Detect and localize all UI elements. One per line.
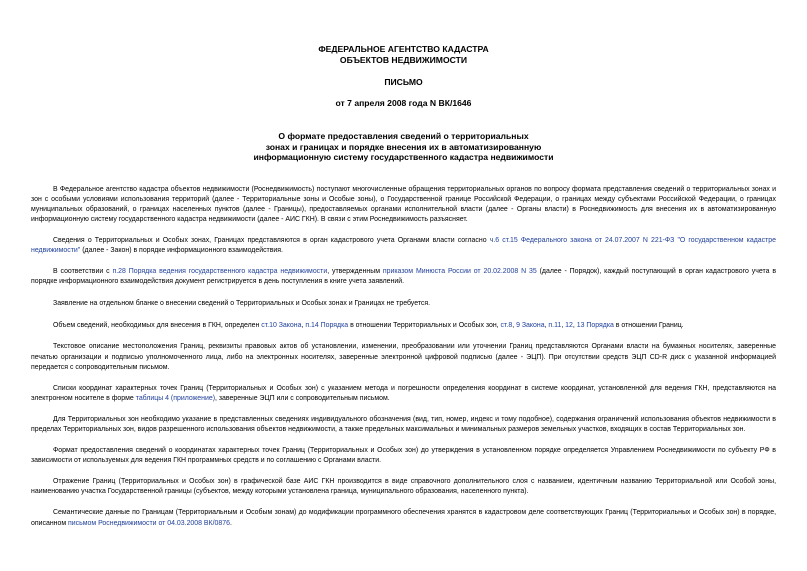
paragraph-semantic-data (31, 508, 776, 528)
text-span: . (229, 519, 232, 527)
text-span: , (512, 322, 517, 330)
text-span: (далее - Порядок), каждый поступающий в орган кадастрового учета в порядке информационного взаимодействия документ регистрируется в день поступления в книге учета заявлений. (31, 268, 777, 286)
letter-subject (31, 131, 776, 163)
link-table-4-appendix[interactable]: таблицы 4 (приложение) (135, 394, 216, 402)
link-law-221fz[interactable]: ч.6 ст.15 Федерального закона от 24.07.2007 N 221-ФЗ "О государственном кадастре недвижимости" (31, 236, 776, 254)
subject-line-1: О формате предоставления сведений о территориальных (278, 131, 529, 141)
paragraph-territorial-zones: Для Территориальных зон необходимо указание в представленных сведениях индивидуального обозначения (вид, тип, номер, индекс и тому подобное), содержания ограничений использования объектов недвижимости в пределах Территориальных зон, видов разрешенного использования объектов недвижимости, а также предельных максимальных и минимальных размеров земельных участков, входящих в состав Территориальных зон. (31, 415, 776, 433)
link-procedure-p11[interactable]: п.11 (548, 322, 562, 330)
paragraph-intro: В Федеральное агентство кадастра объектов недвижимости (Роснедвижимость) поступают многочисленные обращения территориальных органов по вопросу формата представления сведений о территориальных зонах и зон с особыми условиями использования территорий (далее - Территориальные зоны и Особые зоны), о Государственной границе Российской Федерации, о границах между субъектами Российской Федерации, о границах муниципальных образований, о границах населенных пунктов (далее - Границы), предоставляемых органами исполнительной власти (далее - Органы власти) в Роснедвижимость для внесения их в автоматизированную информационную систему государственного кадастра недвижимости (далее - АИС ГКН). В связи с этим Роснедвижимость разъясняет. (31, 185, 776, 223)
letter-type: ПИСЬМО (384, 77, 423, 87)
paragraph-graphic-base: Отражение Границ (Территориальных и Особых зон) в графической базе АИС ГКН производится в виде справочного дополнительного слоя с названием, идентичным названию Территориальной или Особой зоны, наименованию участка Государственной границы (субъектов, между которыми установлена граница, муниципального образования, населенного пункта). (31, 478, 776, 496)
link-procedure-p12[interactable]: 12 (565, 322, 573, 330)
link-procedure-p13[interactable]: 13 Порядка (576, 322, 614, 330)
letter-date: от 7 апреля 2008 года N ВК/1646 (335, 97, 472, 108)
text-span: Семантические данные по Границам (Территориальным и Особым зонам) до модификации программного обеспечения хранятся в кадастровом деле соответствующих Границ (Территориальных и Особых зон) в порядке, описанном (31, 509, 776, 527)
text-span: , (572, 322, 577, 330)
text-span: в отношении Границ. (613, 322, 684, 330)
text-span: Сведения о Территориальных и Особых зонах, Границах представляются в орган кадастрового учета Органами власти согласно (53, 236, 490, 244)
agency-line-1: ФЕДЕРАЛЬНОЕ АГЕНТСТВО КАДАСТРА (318, 44, 489, 54)
paragraph-application: Заявление на отдельном бланке о внесении сведений о Территориальных и Особых зонах и Границах не требуется. (53, 300, 431, 308)
text-span: , (561, 322, 566, 330)
link-law-art9[interactable]: 9 Закона (516, 322, 545, 330)
text-span: Объем сведений, необходимых для внесения в ГКН, определен (53, 322, 262, 330)
text-span: , (544, 322, 549, 330)
agency-line-2: ОБЪЕКТОВ НЕДВИЖИМОСТИ (339, 54, 468, 65)
agency-name (31, 44, 776, 65)
subject-line-2: зонах и границах и порядке внесения их в автоматизированную (265, 141, 542, 152)
paragraph-text-description: Текстовое описание местоположения Границ, реквизиты правовых актов об установлении, изменении, преобразовании или уточнении Границ представляются Органами власти на бумажных носителях, заверенные печатью организации и подписью уполномоченного лица, либо на электронных носителях, заверенные электронной цифровой подписью (далее - ЭЦП). При отсутствии средств ЭЦП CD-R диск с указанной информацией передается с сопроводительным письмом. (31, 343, 776, 371)
subject-line-3: информационную систему государственного кадастра недвижимости (253, 152, 554, 162)
paragraph-scope (31, 321, 776, 331)
link-minjust-order[interactable]: приказом Минюста России от 20.02.2008 N 35 (382, 268, 537, 276)
link-law-art8[interactable]: ст.8 (500, 322, 513, 330)
text-span: В соответствии с (53, 268, 113, 276)
paragraph-registration (31, 267, 776, 287)
link-rosnedvizhimost-letter[interactable]: письмом Роснедвижимости от 04.03.2008 ВК/0876 (68, 519, 230, 527)
link-procedure-p14[interactable]: п.14 Порядка (305, 322, 349, 330)
text-span: в отношении Территориальных и Особых зон, (348, 322, 501, 330)
paragraph-coordinates (31, 384, 776, 404)
text-span: , заверенные ЭЦП или с сопроводительным письмом. (215, 394, 390, 402)
link-cadastre-procedure[interactable]: п.28 Порядка ведения государственного кадастра недвижимости (112, 268, 328, 276)
text-span: Списки координат характерных точек Границ (Территориальных и Особых зон) с указанием метода и погрешности определения координат в системе координат, установленной для ведения ГКН, представляются на электронном носителе в форме (31, 384, 776, 402)
paragraph-submission (31, 236, 776, 256)
link-law-art10[interactable]: ст.10 Закона (261, 322, 302, 330)
paragraph-format: Формат предоставления сведений о координатах характерных точек Границ (Территориальных и Особых зон) до утверждения в установленном порядке определяется Управлением Роснедвижимости по субъекту РФ в зависимости от используемых для ведения ГКН программных средств и по соглашению с Органами власти. (31, 447, 776, 465)
text-span: (далее - Закон) в порядке информационного взаимодействия. (80, 246, 283, 254)
text-span: , (301, 322, 306, 330)
text-span: , утвержденным (327, 268, 383, 276)
